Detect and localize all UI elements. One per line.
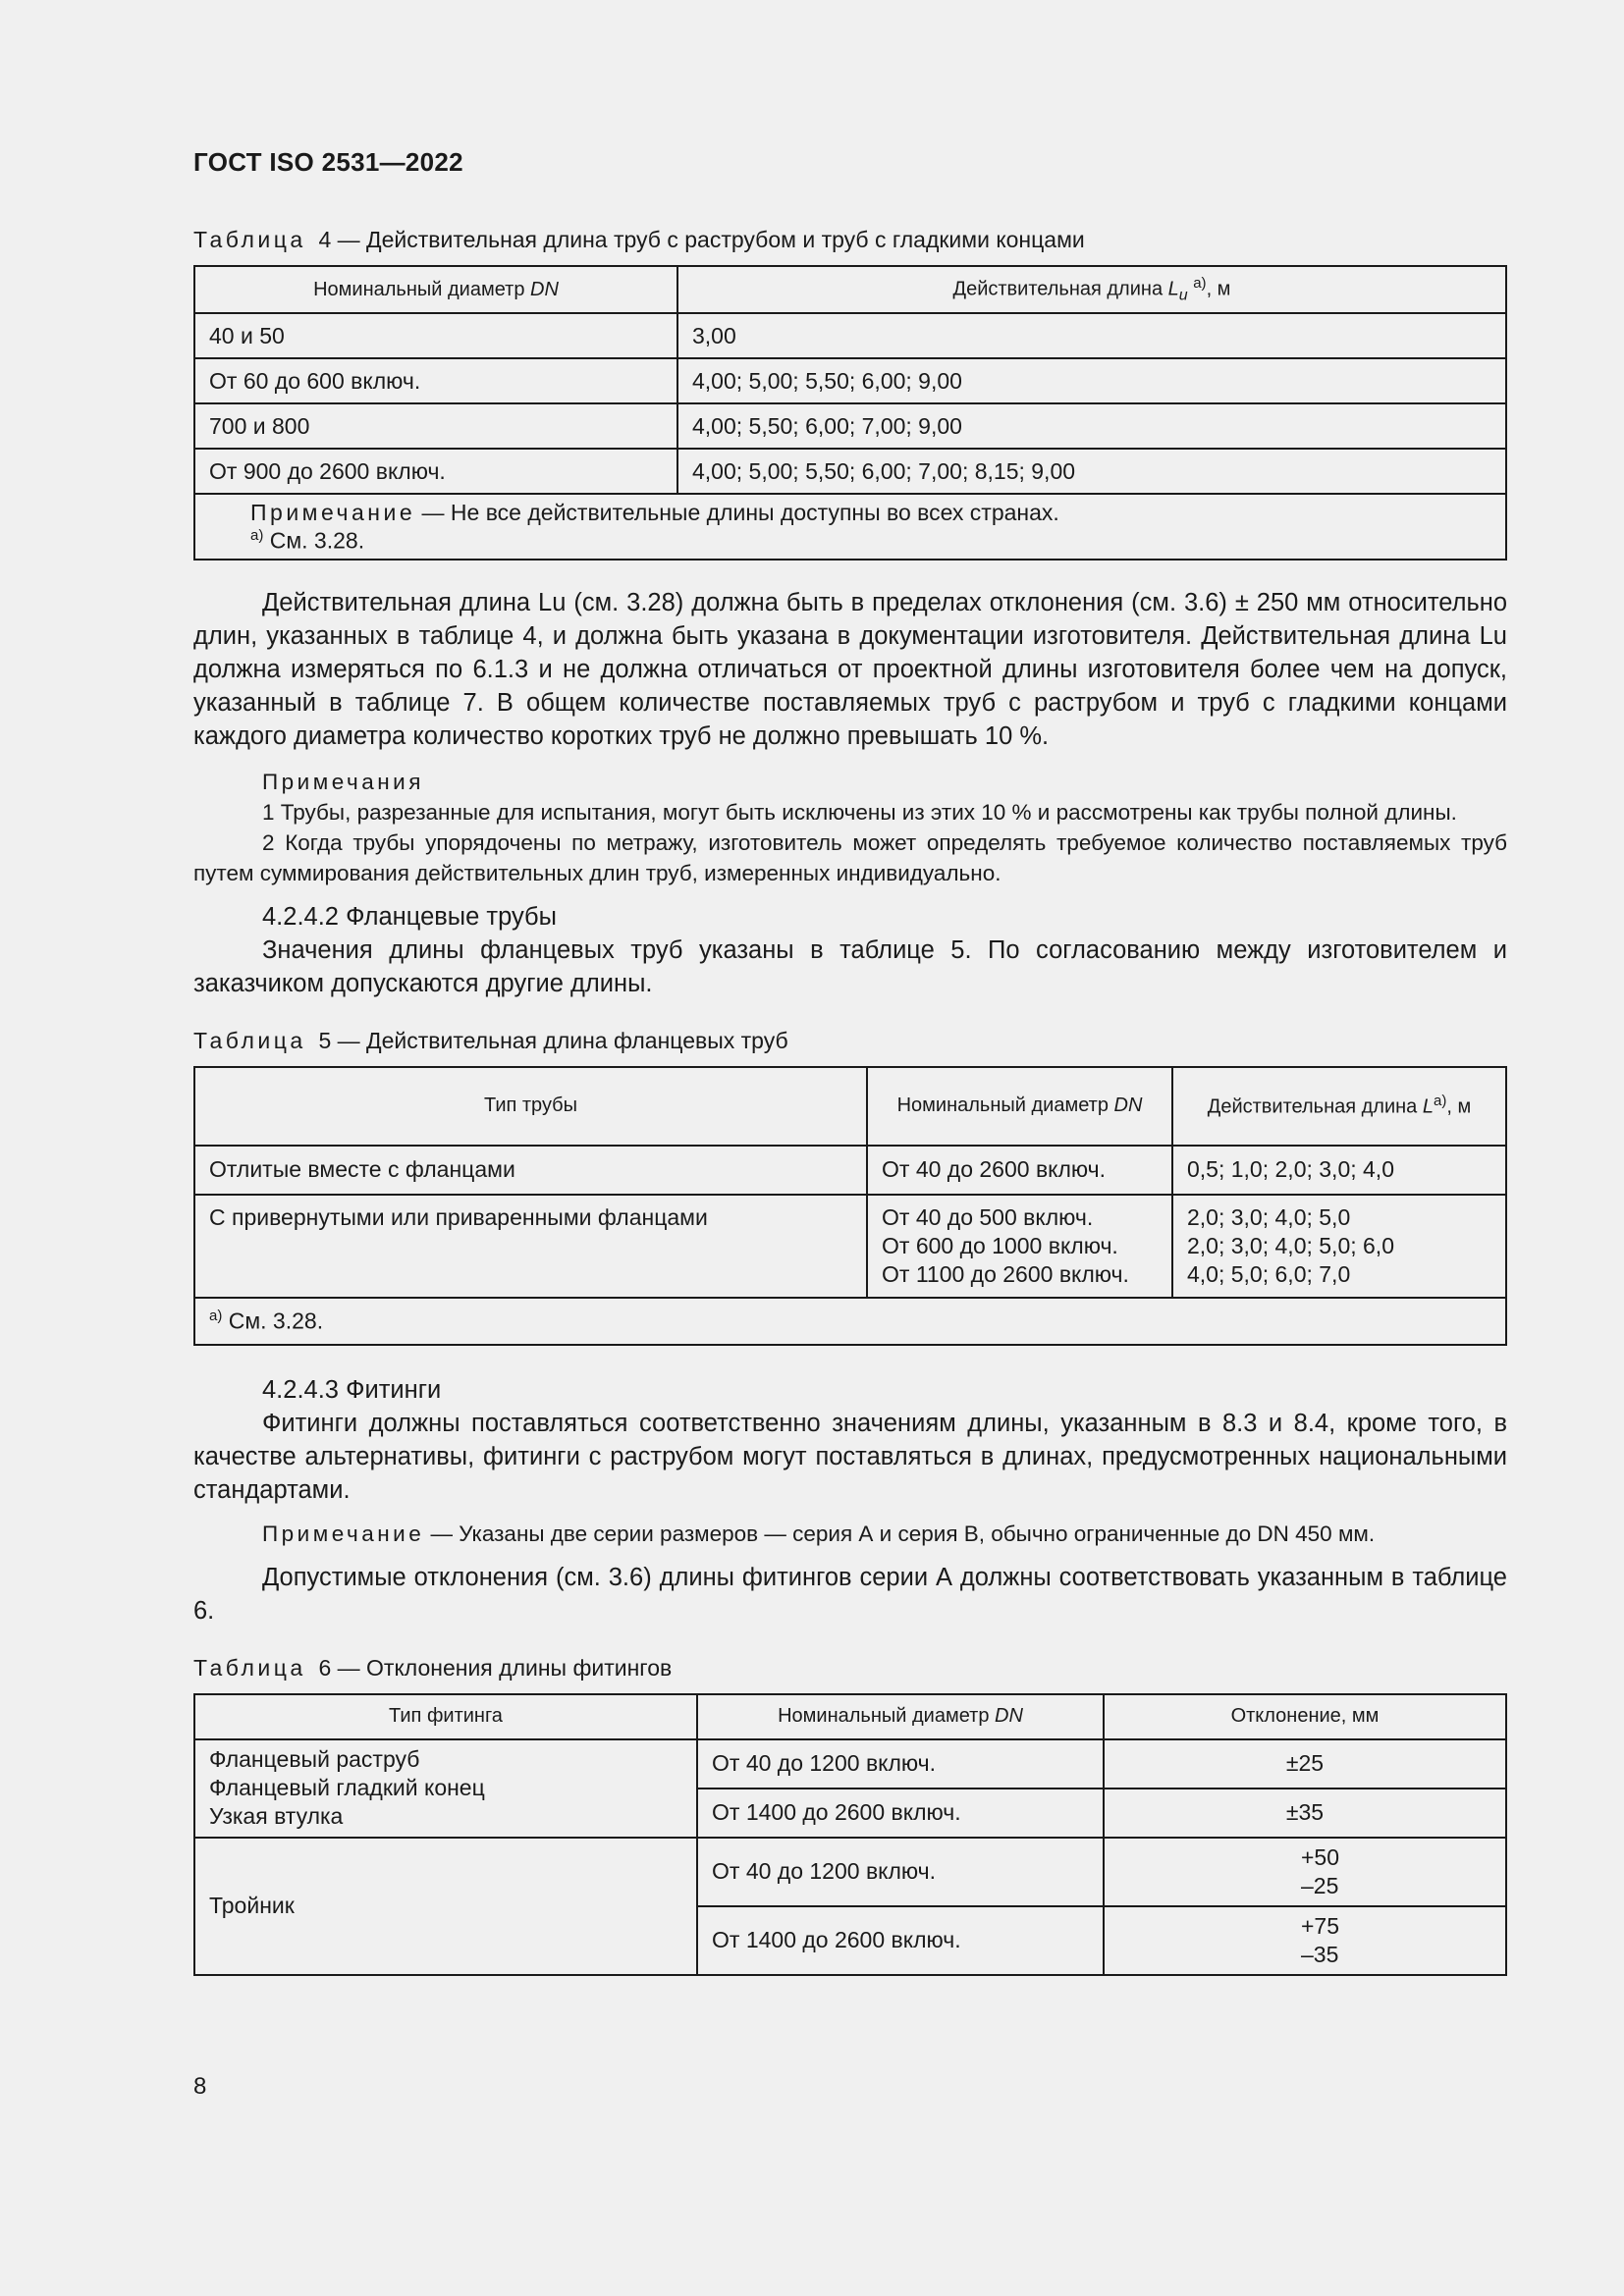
deviation-minus: –25 [1301,1872,1339,1898]
table-cell: От 40 до 1200 включ. [697,1838,1104,1906]
table4-note-label: Примечание [250,500,416,525]
table5-footnote [194,1298,1506,1345]
note-item: 1 Трубы, разрезанные для испытания, могут быть исключены из этих 10 % и рассмотрены как трубы полной длины. [262,799,1457,825]
table-cell [1172,1195,1506,1298]
table-cell: От 1400 до 2600 включ. [697,1789,1104,1838]
table6-header-deviation: Отклонение, мм [1104,1694,1506,1739]
fitting-type: Узкая втулка [209,1803,344,1830]
table-row [194,1146,1506,1195]
length-values: 4,0; 5,0; 6,0; 7,0 [1187,1260,1351,1287]
table-cell: От 1400 до 2600 включ. [697,1906,1104,1975]
section-heading-fittings: 4.2.4.3 Фитинги [262,1375,442,1404]
table-cell: ±35 [1104,1789,1506,1838]
dn-range: От 600 до 1000 включ. [882,1232,1118,1258]
deviation-plus: +75 [1301,1912,1340,1939]
table6-header-row [194,1694,1506,1739]
table4-note-text: — Не все действительные длины доступны во всех странах. [415,500,1059,525]
document-header: ГОСТ ISO 2531—2022 [193,147,463,177]
table5-header-row [194,1067,1506,1146]
table-cell: 40 и 50 [194,313,677,358]
fittings-note-label: Примечание [262,1521,425,1546]
table-row [194,1739,1506,1789]
table4-note [194,494,1506,560]
table5-footnote-row [194,1298,1506,1345]
table4-footnote-text: См. 3.28. [269,527,365,554]
table4-header-dn: Номинальный диаметр DN [194,266,677,313]
table5-caption-text: 5 — Действительная длина фланцевых труб [318,1027,788,1053]
document-page [193,147,1507,1976]
table6-caption-text: 6 — Отклонения длины фитингов [318,1654,673,1681]
notes-label: Примечания [262,769,424,794]
table-cell: 4,00; 5,50; 6,00; 7,00; 9,00 [677,403,1506,449]
table5 [193,1066,1507,1346]
table-cell: Отлитые вместе с фланцами [194,1146,867,1195]
table-row [194,449,1506,494]
fittings-note [193,1519,1507,1549]
table-row [194,358,1506,403]
table-row [194,313,1506,358]
table4-caption [193,227,1507,253]
table-cell [1104,1906,1506,1975]
table-cell [194,1739,697,1838]
table6-caption-prefix: Таблица [193,1654,306,1681]
table4-caption-text: 4 — Действительная длина труб с раструбом и труб с гладкими концами [318,227,1085,252]
table6 [193,1693,1507,1976]
table-cell [867,1195,1172,1298]
table-cell: От 40 до 1200 включ. [697,1739,1104,1789]
dn-range: От 1100 до 2600 включ. [882,1260,1129,1287]
table5-footnote-text: См. 3.28. [228,1308,324,1334]
note-item: 2 Когда трубы упорядочены по метражу, изготовитель может определять требуемое количество поставляемых труб путем суммирования действительных длин труб, измеренных индивидуально. [193,829,1507,885]
fittings-note-line [193,1519,1507,1549]
paragraph-length-requirements: Действительная длина Lu (см. 3.28) должна быть в пределах отклонения (см. 3.6) ± 250 мм относительно длин, указанных в таблице 4, и должна быть указана в документации изготовителя. Действительная длина Lu должна измеряться по 6.1.3 и не должна отличаться от проектной длины изготовителя более чем на допуск, указанный в таблице 7. В общем количестве поставляемых труб с раструбом и труб с гладкими концами каждого диаметра количество коротких труб не должно превышать 10 %. [193,588,1507,750]
table4-header-length: Действительная длина $L_u$ $^{а)}$, м [677,266,1506,313]
table-cell: 4,00; 5,00; 5,50; 6,00; 9,00 [677,358,1506,403]
table-cell: ±25 [1104,1739,1506,1789]
table6-header-dn: Номинальный диаметр DN [697,1694,1104,1739]
table-cell: С привернутыми или приваренными фланцами [194,1195,867,1298]
table5-caption [193,1028,1507,1054]
table-cell: От 900 до 2600 включ. [194,449,677,494]
dn-range: От 40 до 500 включ. [882,1203,1094,1230]
table-row [194,1838,1506,1906]
deviation-minus: –35 [1301,1941,1339,1967]
table4-header-row [194,266,1506,313]
length-values: 2,0; 3,0; 4,0; 5,0; 6,0 [1187,1232,1394,1258]
table-cell: 0,5; 1,0; 2,0; 3,0; 4,0 [1172,1146,1506,1195]
table5-caption-prefix: Таблица [193,1027,306,1053]
table-cell [1104,1838,1506,1906]
table6-header-type: Тип фитинга [194,1694,697,1739]
table5-header-length: Действительная длина $L^{а)}$, м [1172,1067,1506,1146]
page-number: 8 [193,2073,207,2100]
table-cell: От 60 до 600 включ. [194,358,677,403]
table4-caption-prefix: Таблица [193,227,306,252]
table-cell: Тройник [194,1838,697,1975]
table-cell: 3,00 [677,313,1506,358]
table4-note-row [194,494,1506,560]
table-row [194,1195,1506,1298]
table-cell: От 40 до 2600 включ. [867,1146,1172,1195]
paragraph-flanged-pipes: Значения длины фланцевых труб указаны в таблице 5. По согласованию между изготовителем и заказчиком допускаются другие длины. [193,935,1507,997]
notes-block [193,767,1507,888]
table5-header-type: Тип трубы [194,1067,867,1146]
table4 [193,265,1507,561]
table6-caption [193,1655,1507,1682]
table5-header-dn: Номинальный диаметр DN [867,1067,1172,1146]
paragraph-fittings: Фитинги должны поставляться соответственно значениям длины, указанным в 8.3 и 8.4, кроме того, в качестве альтернативы, фитинги с раструбом могут поставляться в длинах, предусмотренных национальными стандартами. [193,1409,1507,1504]
table-cell: 700 и 800 [194,403,677,449]
table-cell: 4,00; 5,00; 5,50; 6,00; 7,00; 8,15; 9,00 [677,449,1506,494]
table-row [194,403,1506,449]
length-values: 2,0; 3,0; 4,0; 5,0 [1187,1203,1351,1230]
section-heading-flanged-pipes: 4.2.4.2 Фланцевые трубы [262,902,557,931]
paragraph-tolerances: Допустимые отклонения (см. 3.6) длины фитингов серии А должны соответствовать указанным в таблице 6. [193,1563,1507,1625]
deviation-plus: +50 [1301,1843,1340,1870]
table4-footnote-mark: а) [250,527,264,544]
table5-footnote-mark: а) [209,1307,223,1324]
fitting-type: Фланцевый гладкий конец [209,1775,485,1801]
fitting-type: Фланцевый раструб [209,1746,420,1773]
fittings-note-text: — Указаны две серии размеров — серия А и серия В, обычно ограниченные до DN 450 мм. [424,1521,1376,1546]
